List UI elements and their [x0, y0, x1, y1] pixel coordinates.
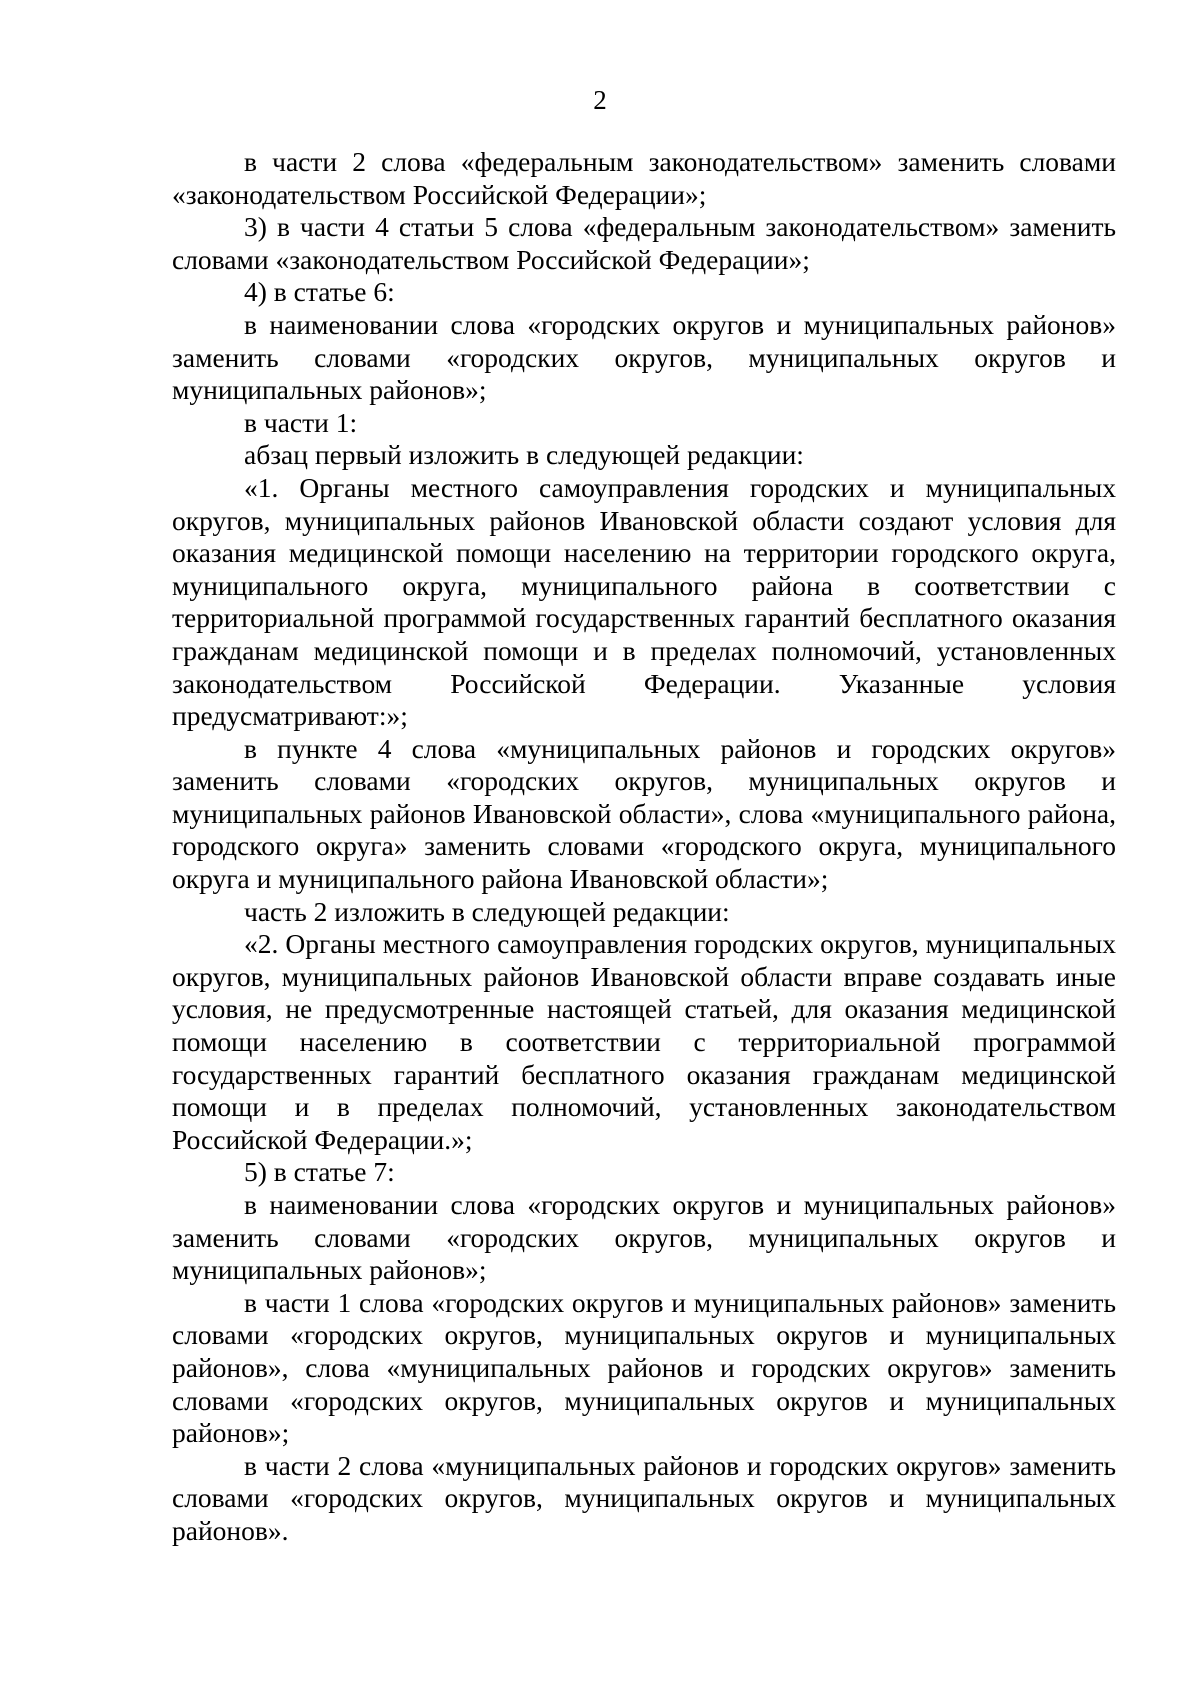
paragraph: «1. Органы местного самоуправления городских и муниципальных округов, муниципальных районов Ивановской области создают условия для оказания медицинской помощи населению на территории городского округа, муниципального округа, муниципального района в соответствии с территориальной программой государственных гарантий бесплатного оказания гражданам медицинской помощи и в пределах полномочий, установленных законодательством Российской Федерации. Указанные условия предусматривают:»;: [172, 471, 1116, 732]
paragraph: в части 2 слова «федеральным законодательством» заменить словами «законодательством Российской Федерации»;: [172, 146, 1116, 210]
paragraph: 3) в части 4 статьи 5 слова «федеральным законодательством» заменить словами «законодательством Российской Федерации»;: [172, 211, 1116, 275]
paragraph: в части 1:: [244, 406, 358, 438]
paragraph: в наименовании слова «городских округов и муниципальных районов» заменить словами «городских округов, муниципальных округов и муниципальных районов»;: [172, 308, 1116, 406]
document-body: [172, 146, 1116, 1548]
paragraph: часть 2 изложить в следующей редакции:: [244, 895, 730, 927]
paragraph: в наименовании слова «городских округов и муниципальных районов» заменить словами «городских округов, муниципальных округов и муниципальных районов»;: [172, 1189, 1116, 1286]
paragraph: в пункте 4 слова «муниципальных районов и городских округов» заменить словами «городских округов, муниципальных округов и муниципальных районов Ивановской области», слова «муниципального района, городского округа» заменить словами «городского округа, муниципального округа и муниципального района Ивановской области»;: [172, 732, 1116, 895]
paragraph: 5) в статье 7:: [244, 1156, 395, 1188]
paragraph: абзац первый изложить в следующей редакции:: [244, 439, 804, 471]
page-number: 2: [593, 85, 607, 115]
paragraph: в части 1 слова «городских округов и муниципальных районов» заменить словами «городских округов, муниципальных округов и муниципальных районов», слова «муниципальных районов и городских округов» заменить словами «городских округов, муниципальных округов и муниципальных районов»;: [172, 1286, 1116, 1449]
paragraph: 4) в статье 6:: [244, 276, 395, 308]
paragraph: «2. Органы местного самоуправления городских округов, муниципальных округов, муниципальных районов Ивановской области вправе создавать иные условия, не предусмотренные настоящей статьей, для оказания медицинской помощи населению в соответствии с территориальной программой государственных гарантий бесплатного оказания гражданам медицинской помощи и в пределах полномочий, установленных законодательством Российской Федерации.»;: [172, 928, 1116, 1155]
paragraph: в части 2 слова «муниципальных районов и городских округов» заменить словами «городских округов, муниципальных округов и муниципальных районов».: [172, 1449, 1116, 1546]
